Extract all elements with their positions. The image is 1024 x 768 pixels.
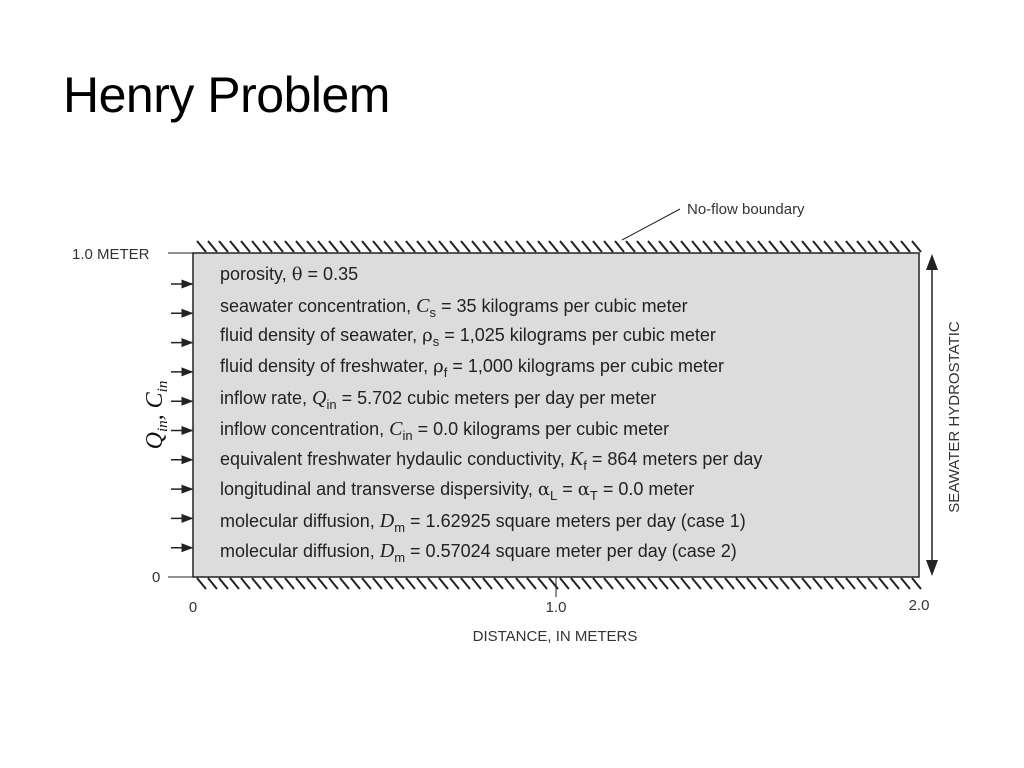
hatch-mark xyxy=(571,578,580,589)
property-value: = xyxy=(557,478,578,499)
seawater-hydrostatic-label: SEAWATER HYDROSTATIC xyxy=(946,321,963,513)
bottom-no-flow-hatching xyxy=(197,578,921,589)
x-tick-0: 0 xyxy=(188,599,198,616)
hatch-mark xyxy=(703,578,712,589)
hatch-mark xyxy=(307,578,316,589)
hatch-mark xyxy=(461,241,470,252)
property-line xyxy=(220,356,724,381)
hatch-mark xyxy=(692,578,701,589)
property-value: = 0.0 meter xyxy=(597,478,695,499)
property-value: = 0.0 kilograms per cubic meter xyxy=(412,418,670,439)
hatch-mark xyxy=(582,241,591,252)
hatch-mark xyxy=(659,578,668,589)
hatch-mark xyxy=(428,241,437,252)
inflow-q: Q xyxy=(142,432,168,450)
hatch-mark xyxy=(208,578,217,589)
x-tick-2: 2.0 xyxy=(908,597,930,614)
inflow-label xyxy=(142,381,171,450)
inflow-c: C xyxy=(142,392,168,409)
hatch-mark xyxy=(263,241,272,252)
hatch-mark xyxy=(340,241,349,252)
property-line xyxy=(220,448,763,474)
hatch-mark xyxy=(483,241,492,252)
property-subscript: m xyxy=(394,519,406,535)
hatch-mark xyxy=(846,241,855,252)
arrowhead-down xyxy=(926,560,938,576)
hatch-mark xyxy=(857,241,866,252)
property-text: fluid density of seawater, xyxy=(220,325,423,346)
hatch-mark xyxy=(637,241,646,252)
property-subscript: m xyxy=(394,550,406,566)
hatch-mark xyxy=(780,241,789,252)
property-value: = 35 kilograms per cubic meter xyxy=(435,295,688,316)
hatch-mark xyxy=(307,241,316,252)
hatch-mark xyxy=(868,241,877,252)
property-subscript: T xyxy=(589,487,598,503)
arrowhead-up xyxy=(926,254,938,270)
inflow-sep: , xyxy=(142,414,168,421)
hatch-mark xyxy=(373,241,382,252)
hatch-mark xyxy=(813,241,822,252)
inflow-arrows xyxy=(171,284,192,548)
property-text: equivalent freshwater hydaulic conductivity, xyxy=(220,449,570,470)
property-text: inflow rate, xyxy=(220,387,313,408)
hatch-mark xyxy=(208,241,217,252)
hatch-mark xyxy=(802,578,811,589)
hatch-mark xyxy=(890,578,899,589)
hatch-mark xyxy=(351,241,360,252)
hatch-mark xyxy=(472,578,481,589)
hatch-mark xyxy=(615,241,624,252)
hatch-mark xyxy=(758,241,767,252)
hatch-mark xyxy=(296,241,305,252)
hatch-mark xyxy=(560,578,569,589)
property-subscript: in xyxy=(326,396,337,412)
hatch-mark xyxy=(626,241,635,252)
hatch-mark xyxy=(670,578,679,589)
hatch-mark xyxy=(439,241,448,252)
hatch-mark xyxy=(813,578,822,589)
hatch-mark xyxy=(274,241,283,252)
property-line xyxy=(220,418,669,441)
hatch-mark xyxy=(736,241,745,252)
hatch-mark xyxy=(252,241,261,252)
hatch-mark xyxy=(340,578,349,589)
hatch-mark xyxy=(296,578,305,589)
property-symbol: α xyxy=(537,478,550,500)
hatch-mark xyxy=(659,241,668,252)
hatch-mark xyxy=(439,578,448,589)
hatch-mark xyxy=(824,578,833,589)
hatch-mark xyxy=(197,578,206,589)
hatch-mark xyxy=(384,241,393,252)
hatch-mark xyxy=(593,578,602,589)
property-subscript: f xyxy=(443,365,448,381)
slide-title: Henry Problem xyxy=(63,67,390,123)
hatch-mark xyxy=(846,578,855,589)
x-tick-1: 1.0 xyxy=(545,599,567,616)
hatch-mark xyxy=(901,241,910,252)
hatch-mark xyxy=(505,578,514,589)
hatch-mark xyxy=(494,578,503,589)
hatch-mark xyxy=(912,241,921,252)
hatch-mark xyxy=(241,578,250,589)
hatch-mark xyxy=(901,578,910,589)
hatch-mark xyxy=(912,578,921,589)
hatch-mark xyxy=(384,578,393,589)
hatch-mark xyxy=(395,241,404,252)
hatch-mark xyxy=(329,578,338,589)
hatch-mark xyxy=(373,578,382,589)
hatch-mark xyxy=(516,241,525,252)
property-line xyxy=(220,295,688,318)
property-symbol: ρ xyxy=(422,325,433,347)
property-line xyxy=(220,325,716,350)
property-symbol: D xyxy=(379,509,395,532)
property-value: = 1,000 kilograms per cubic meter xyxy=(447,356,724,377)
property-subscript: f xyxy=(583,458,587,474)
hatch-mark xyxy=(714,578,723,589)
property-symbol: D xyxy=(379,540,395,563)
property-line xyxy=(220,264,358,285)
hatch-mark xyxy=(428,578,437,589)
hatch-mark xyxy=(406,578,415,589)
hatch-mark xyxy=(406,241,415,252)
property-symbol: α xyxy=(577,478,590,500)
hatch-mark xyxy=(824,241,833,252)
hatch-mark xyxy=(582,578,591,589)
hatch-mark xyxy=(725,241,734,252)
hatch-mark xyxy=(230,241,239,252)
hatch-mark xyxy=(549,578,558,589)
hatch-mark xyxy=(527,578,536,589)
hatch-mark xyxy=(351,578,360,589)
hatch-mark xyxy=(692,241,701,252)
property-line xyxy=(220,540,737,566)
bottom-height-label: 0 xyxy=(152,569,161,586)
hatch-mark xyxy=(835,241,844,252)
hatch-mark xyxy=(285,578,294,589)
hatch-mark xyxy=(670,241,679,252)
property-subscript: s xyxy=(432,334,440,350)
property-line xyxy=(220,478,695,503)
hatch-mark xyxy=(230,578,239,589)
hatch-mark xyxy=(890,241,899,252)
property-value: = 1,025 kilograms per cubic meter xyxy=(439,325,716,346)
hatch-mark xyxy=(637,578,646,589)
property-text: inflow concentration, xyxy=(220,418,390,439)
property-subscript: in xyxy=(402,427,413,443)
hatch-mark xyxy=(417,578,426,589)
hatch-mark xyxy=(681,241,690,252)
hatch-mark xyxy=(780,578,789,589)
hatch-mark xyxy=(516,578,525,589)
hatch-mark xyxy=(219,578,228,589)
property-symbol: C xyxy=(389,417,403,440)
hatch-mark xyxy=(758,578,767,589)
hatch-mark xyxy=(285,241,294,252)
top-no-flow-hatching xyxy=(197,241,921,252)
hatch-mark xyxy=(329,241,338,252)
inflow-q-sub: in xyxy=(155,420,171,433)
property-text: seawater concentration, xyxy=(220,295,417,316)
top-height-label: 1.0 METER xyxy=(72,246,150,263)
property-value: = 0.35 xyxy=(302,264,359,284)
hatch-mark xyxy=(505,241,514,252)
property-subscript: L xyxy=(550,487,558,503)
property-symbol: ρ xyxy=(433,356,444,378)
property-subscript: s xyxy=(429,304,436,320)
hatch-mark xyxy=(538,578,547,589)
hatch-mark xyxy=(879,578,888,589)
hatch-mark xyxy=(791,241,800,252)
no-flow-leader-line xyxy=(622,209,680,240)
hatch-mark xyxy=(736,578,745,589)
property-value: = 864 meters per day xyxy=(586,449,763,470)
hatch-mark xyxy=(615,578,624,589)
property-symbol: C xyxy=(416,294,430,317)
property-text: longitudinal and transverse dispersivity, xyxy=(220,478,538,499)
hatch-mark xyxy=(747,578,756,589)
inflow-c-sub: in xyxy=(155,380,171,393)
hatch-mark xyxy=(549,241,558,252)
hatch-mark xyxy=(318,241,327,252)
hatch-mark xyxy=(274,578,283,589)
hatch-mark xyxy=(197,241,206,252)
property-line xyxy=(220,510,746,533)
hatch-mark xyxy=(857,578,866,589)
no-flow-boundary-label: No-flow boundary xyxy=(687,201,805,218)
hatch-mark xyxy=(417,241,426,252)
hatch-mark xyxy=(626,578,635,589)
hatch-mark xyxy=(604,241,613,252)
hatch-mark xyxy=(252,578,261,589)
hatch-mark xyxy=(461,578,470,589)
hatch-mark xyxy=(868,578,877,589)
property-text: molecular diffusion, xyxy=(220,541,380,562)
property-value: = 0.57024 square meter per day (case 2) xyxy=(405,541,737,562)
hatch-mark xyxy=(560,241,569,252)
hatch-mark xyxy=(747,241,756,252)
hatch-mark xyxy=(494,241,503,252)
hatch-mark xyxy=(263,578,272,589)
hatch-mark xyxy=(527,241,536,252)
hatch-mark xyxy=(219,241,228,252)
hatch-mark xyxy=(714,241,723,252)
hatch-mark xyxy=(802,241,811,252)
hatch-mark xyxy=(703,241,712,252)
hatch-mark xyxy=(571,241,580,252)
hatch-mark xyxy=(604,578,613,589)
hatch-mark xyxy=(648,578,657,589)
property-text: fluid density of freshwater, xyxy=(220,356,434,377)
hatch-mark xyxy=(835,578,844,589)
hatch-mark xyxy=(483,578,492,589)
property-text: molecular diffusion, xyxy=(220,510,380,531)
property-text: porosity, xyxy=(220,264,292,284)
hatch-mark xyxy=(879,241,888,252)
x-axis-label: DISTANCE, IN METERS xyxy=(472,628,638,645)
hatch-mark xyxy=(538,241,547,252)
hatch-mark xyxy=(362,578,371,589)
hatch-mark xyxy=(450,578,459,589)
hatch-mark xyxy=(769,578,778,589)
hatch-mark xyxy=(395,578,404,589)
hatch-mark xyxy=(769,241,778,252)
hatch-mark xyxy=(791,578,800,589)
hatch-mark xyxy=(648,241,657,252)
hatch-mark xyxy=(318,578,327,589)
hatch-mark xyxy=(472,241,481,252)
property-value: = 5.702 cubic meters per day per meter xyxy=(336,387,657,408)
property-symbol: K xyxy=(569,448,584,471)
hatch-mark xyxy=(593,241,602,252)
hatch-mark xyxy=(681,578,690,589)
hatch-mark xyxy=(450,241,459,252)
hatch-mark xyxy=(362,241,371,252)
property-value: = 1.62925 square meters per day (case 1) xyxy=(405,510,746,531)
hatch-mark xyxy=(241,241,250,252)
property-symbol: Q xyxy=(312,386,327,409)
hatch-mark xyxy=(725,578,734,589)
property-line xyxy=(220,387,656,410)
property-symbol: θ xyxy=(291,264,303,285)
